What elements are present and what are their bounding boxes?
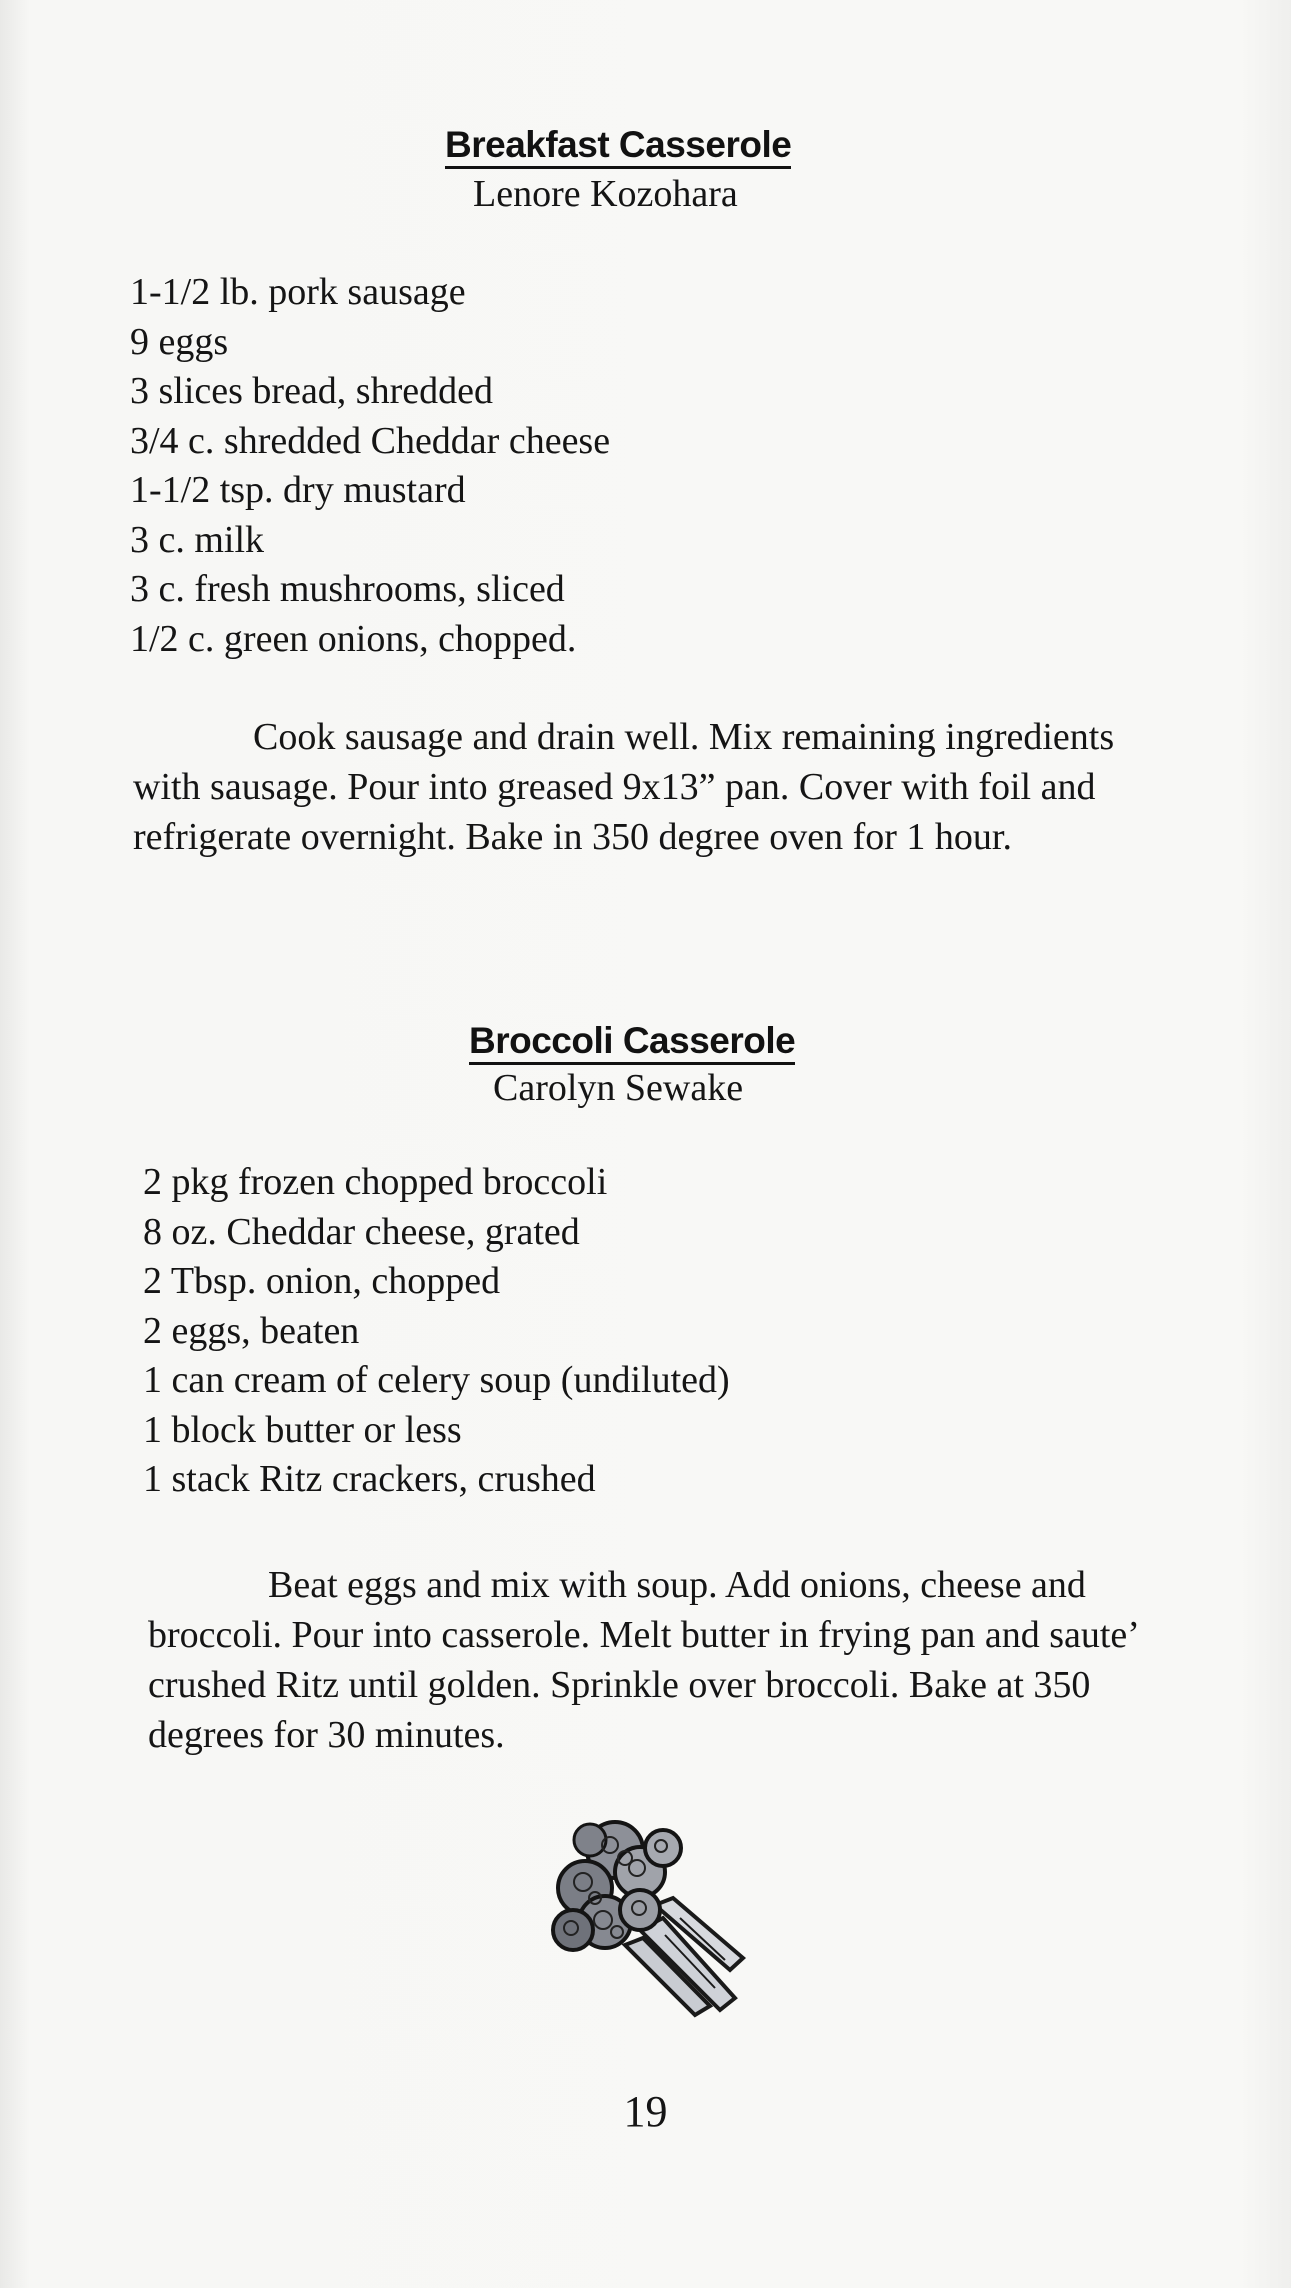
recipe-title: Breakfast Casserole — [445, 124, 791, 169]
broccoli-illustration — [545, 1810, 755, 2030]
page-number: 19 — [623, 2087, 668, 2136]
ingredient-item: 8 oz. Cheddar cheese, grated — [143, 1210, 580, 1253]
ingredient-item: 2 eggs, beaten — [143, 1309, 360, 1352]
ingredient-item: 3/4 c. shredded Cheddar cheese — [130, 419, 611, 462]
ingredient-item: 1 block butter or less — [143, 1408, 462, 1451]
recipe-title: Broccoli Casserole — [469, 1020, 795, 1065]
ingredient-item: 1/2 c. green onions, chopped. — [130, 617, 577, 660]
ingredient-list — [143, 1158, 730, 1505]
ingredient-item: 1-1/2 lb. pork sausage — [130, 271, 466, 313]
recipe-instructions: Beat eggs and mix with soup. Add onions, cheese and broccoli. Pour into casserole. Melt butter in frying pan and saute’ crushed Ritz until golden. Sprinkle over broccoli. Bake at 350 degrees for 30 minutes. — [148, 1564, 1138, 1756]
recipe-instructions: Cook sausage and drain well. Mix remaining ingredients with sausage. Pour into greased 9x13” pan. Cover with foil and refrigerate overnight. Bake in 350 degree oven for 1 hour. — [133, 716, 1115, 858]
ingredient-item: 9 eggs — [130, 320, 229, 363]
ingredient-item: 1-1/2 tsp. dry mustard — [130, 469, 466, 511]
ingredient-item: 2 Tbsp. onion, chopped — [143, 1260, 501, 1302]
recipe-author: Carolyn Sewake — [493, 1067, 744, 1109]
recipe-author: Lenore Kozohara — [473, 173, 738, 215]
ingredient-item: 3 slices bread, shredded — [130, 370, 493, 412]
ingredient-item: 2 pkg frozen chopped broccoli — [143, 1161, 608, 1203]
ingredient-item: 3 c. fresh mushrooms, sliced — [130, 568, 565, 610]
ingredient-item: 3 c. milk — [130, 518, 265, 561]
ingredient-item: 1 stack Ritz crackers, crushed — [143, 1458, 596, 1500]
ingredient-list — [130, 268, 610, 664]
ingredient-item: 1 can cream of celery soup (undiluted) — [143, 1359, 730, 1401]
